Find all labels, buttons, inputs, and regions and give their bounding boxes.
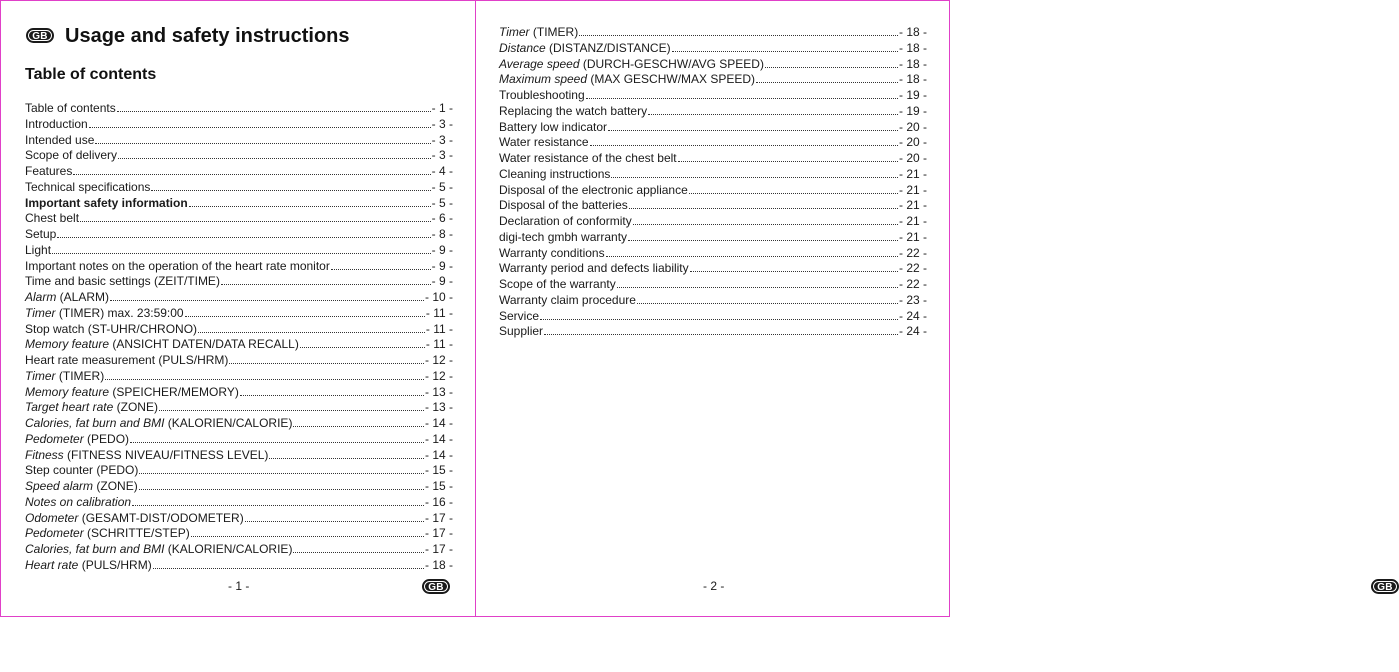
toc-entry-label [499,151,677,167]
toc-entry-page: - 18 - [424,557,453,572]
toc-entry-page: - 18 - [898,72,927,87]
toc-entry-title: Disposal of the batteries [499,198,628,213]
toc-entry-page: - 11 - [425,321,453,336]
toc-entry-label [499,88,585,104]
toc-leader-dots [590,135,898,146]
toc-entry-page: - 19 - [898,103,927,118]
toc-entry[interactable] [25,148,453,164]
toc-entry-label [25,133,94,149]
toc-entry-label [25,369,104,385]
toc-entry-label [499,324,543,340]
toc-entry-page: - 22 - [898,245,927,260]
toc-leader-dots [191,526,424,537]
toc-entry-page: - 6 - [431,211,453,226]
toc-entry-title: Warranty period and defects liability [499,261,689,276]
toc-entry-page: - 9 - [431,258,453,273]
page-number-right: - 2 - [703,579,725,593]
toc-entry[interactable] [499,167,927,183]
toc-entry-page: - 13 - [424,384,453,399]
toc-leader-dots [586,88,898,99]
toc-leader-dots [118,148,431,159]
toc-entry-label [25,511,244,527]
toc-entry-label [25,322,197,338]
toc-entry-label [25,117,88,133]
toc-entry-subtitle: (TIMER) max. 23:59:00 [55,305,184,320]
toc-entry-title: Heart rate measurement (PULS/HRM) [25,353,229,367]
toc-entry-title: Features [25,164,73,178]
toc-leader-dots [139,463,424,474]
toc-entry-label [499,104,647,120]
toc-entry-page: - 11 - [425,337,453,352]
toc-leader-dots [331,259,431,270]
toc-entry[interactable] [25,526,453,542]
toc-leader-dots [293,416,424,427]
toc-entry-label [25,400,158,416]
toc-entry[interactable] [25,259,453,275]
toc-entry-label [25,306,184,322]
toc-entry-label [25,290,109,306]
toc-entry-subtitle: (ZONE) [93,479,138,493]
toc-entry[interactable] [25,290,453,306]
toc-entry-page: - 23 - [898,292,927,307]
toc-leader-dots [105,369,424,380]
toc-entry-title: Timer [499,25,530,39]
toc-entry-page: - 11 - [425,305,453,320]
toc-entry[interactable] [499,72,927,88]
toc-entry-page: - 18 - [898,40,927,55]
toc-entry-title: Fitness [25,447,64,462]
toc-entry[interactable] [25,479,453,495]
toc-leader-dots [293,542,424,553]
toc-entry-page: - 15 - [424,463,453,478]
toc-heading: Table of contents [25,66,157,83]
toc-entry[interactable] [25,211,453,227]
toc-entry-title: Table of contents [25,101,116,115]
toc-leader-dots [80,211,431,222]
toc-leader-dots [240,385,424,396]
toc-entry-title: Pedometer [25,431,84,446]
toc-list-left [25,101,453,574]
toc-entry[interactable] [25,416,453,432]
toc-entry-title: Average speed [499,56,580,71]
toc-entry[interactable] [25,227,453,243]
toc-entry[interactable] [25,133,453,149]
toc-entry-title: Warranty claim procedure [499,292,636,307]
toc-entry-title: Cleaning instructions [499,166,611,181]
toc-leader-dots [300,337,425,348]
toc-entry-title: Memory feature [25,337,110,352]
toc-leader-dots [95,133,430,144]
toc-entry[interactable] [25,164,453,180]
toc-leader-dots [189,196,431,207]
toc-entry-page: - 16 - [424,494,453,509]
toc-entry-page: - 12 - [424,368,453,383]
toc-leader-dots [637,293,898,304]
toc-entry-page: - 3 - [431,132,453,147]
toc-entry-page: - 20 - [898,135,927,150]
gb-badge-label: GB [1373,581,1397,592]
toc-entry-subtitle: (ALARM) [56,290,110,304]
gb-footer-badge-right [1371,579,1399,594]
toc-entry-page: - 20 - [898,119,927,134]
toc-entry-label [499,25,578,41]
toc-entry[interactable] [499,183,927,199]
toc-leader-dots [617,277,898,288]
toc-entry[interactable] [25,558,453,574]
toc-entry-page: - 21 - [898,166,927,181]
toc-entry-title: Distance [499,40,546,55]
toc-leader-dots [608,120,898,131]
toc-entry-subtitle: (SPEICHER/MEMORY) [109,384,239,399]
toc-entry-page: - 13 - [424,400,453,415]
toc-entry-title: Setup [25,227,57,241]
gb-badge-label: GB [28,30,52,41]
toc-entry[interactable] [499,230,927,246]
toc-leader-dots [269,448,424,459]
toc-entry-subtitle: (GESAMT-DIST/ODOMETER) [78,510,244,525]
toc-entry-label [499,167,610,183]
toc-entry-label [25,353,228,369]
toc-leader-dots [629,198,898,209]
toc-entry-title: Chest belt [25,211,80,226]
toc-entry-title: Time and basic settings (ZEIT/TIME) [25,274,220,289]
toc-entry-title: Declaration of conformity [499,214,632,228]
toc-entry-title: Light [25,242,52,257]
toc-entry[interactable] [25,463,453,479]
toc-entry-page: - 22 - [898,277,927,291]
right-page [475,0,1393,617]
toc-entry-label [25,196,188,212]
toc-entry-title: Pedometer [25,526,84,541]
toc-entry[interactable] [25,274,453,290]
toc-entry-title: Odometer [25,510,79,525]
toc-entry-subtitle: (DISTANZ/DISTANCE) [545,40,671,55]
toc-entry-label [499,57,764,73]
toc-entry-label [25,432,129,448]
toc-entry-title: Maximum speed [499,72,588,87]
toc-entry-label [25,542,292,558]
toc-entry[interactable] [499,261,927,277]
toc-leader-dots [73,164,430,175]
toc-entry-title: Troubleshooting [499,88,585,102]
toc-entry[interactable] [25,448,453,464]
toc-leader-dots [690,261,898,272]
toc-entry-label [499,230,627,246]
toc-entry-label [499,261,689,277]
toc-entry-page: - 22 - [898,261,927,276]
toc-entry-page: - 19 - [898,88,927,102]
toc-entry[interactable] [499,277,927,293]
toc-entry-title: Intended use [25,132,95,147]
left-page [0,0,476,617]
toc-leader-dots [633,214,898,225]
toc-entry-label [499,214,632,230]
toc-entry-label [499,198,628,214]
toc-entry-title: Introduction [25,116,88,131]
toc-entry-title: Stop watch (ST-UHR/CHRONO) [25,321,198,336]
toc-leader-dots [130,432,424,443]
toc-entry-subtitle: (KALORIEN/CALORIE) [164,416,293,430]
toc-entry-title: Replacing the watch battery [499,103,648,118]
toc-entry[interactable] [25,353,453,369]
toc-entry-page: - 5 - [431,179,453,194]
toc-entry-page: - 14 - [424,447,453,462]
toc-entry[interactable] [25,306,453,322]
toc-entry-page: - 12 - [424,353,453,367]
toc-entry-title: Speed alarm [25,479,94,493]
toc-entry-subtitle: (TIMER) [529,25,579,39]
gb-language-badge [26,28,54,43]
toc-entry-page: - 3 - [431,148,453,163]
toc-entry-title: Alarm [25,290,57,304]
toc-entry-label [25,495,131,511]
toc-entry-label [25,463,138,479]
toc-leader-dots [159,400,424,411]
toc-entry-label [499,277,616,293]
toc-entry-page: - 8 - [431,227,453,241]
toc-entry[interactable] [25,180,453,196]
toc-entry-title: Battery low indicator [499,119,608,134]
toc-list-right [499,25,927,340]
toc-entry-title: Scope of delivery [25,148,118,163]
toc-entry[interactable] [499,198,927,214]
toc-entry-label [499,72,755,88]
toc-entry[interactable] [499,120,927,136]
toc-entry-label [499,120,607,136]
toc-leader-dots [540,309,898,320]
toc-entry[interactable] [499,104,927,120]
toc-entry-title: Calories, fat burn and BMI [25,416,165,430]
toc-entry[interactable] [499,41,927,57]
toc-leader-dots [89,117,431,128]
toc-entry-subtitle: (TIMER) [55,368,105,383]
toc-entry-title: Warranty conditions [499,245,605,260]
toc-entry-label [499,41,671,57]
toc-leader-dots [185,306,425,317]
toc-leader-dots [606,246,898,257]
toc-entry[interactable] [25,495,453,511]
toc-entry[interactable] [499,88,927,104]
toc-entry-label [25,416,292,432]
toc-entry-label [25,337,299,353]
toc-leader-dots [678,151,898,162]
toc-entry-label [25,558,152,574]
toc-entry-label [499,293,636,309]
toc-entry-label [25,101,116,117]
toc-entry[interactable] [499,57,927,73]
toc-entry[interactable] [25,385,453,401]
toc-leader-dots [110,290,424,301]
toc-entry[interactable] [25,400,453,416]
toc-entry-label [25,479,138,495]
toc-entry-subtitle: (PEDO) [83,431,130,446]
toc-entry-page: - 9 - [431,274,453,289]
toc-entry-label [25,148,117,164]
gb-badge-label: GB [424,581,448,592]
toc-entry[interactable] [499,25,927,41]
toc-entry-label [25,180,150,196]
toc-entry-label [25,211,79,227]
toc-entry-page: - 3 - [431,116,453,131]
toc-entry-title: Service [499,308,540,323]
toc-entry-page: - 14 - [424,416,453,430]
toc-entry-subtitle: (ZONE) [113,400,158,415]
toc-entry-subtitle: (MAX GESCHW/MAX SPEED) [587,72,756,87]
toc-entry[interactable] [25,542,453,558]
toc-leader-dots [221,274,431,285]
toc-entry[interactable] [499,246,927,262]
toc-entry[interactable] [499,309,927,325]
toc-entry-label [499,246,605,262]
toc-leader-dots [245,511,424,522]
toc-entry-page: - 5 - [431,195,453,210]
toc-entry-page: - 21 - [898,229,927,244]
toc-entry[interactable] [25,511,453,527]
toc-entry[interactable] [499,214,927,230]
toc-entry-title: Timer [25,368,56,383]
toc-entry-label [25,526,190,542]
toc-entry-page: - 17 - [424,526,453,541]
toc-entry-subtitle: (FITNESS NIVEAU/FITNESS LEVEL) [63,447,269,462]
toc-entry-title: Important safety information [25,195,188,210]
toc-entry-page: - 10 - [424,290,453,304]
toc-entry-label [25,227,56,243]
toc-entry[interactable] [499,135,927,151]
toc-entry-page: - 18 - [898,56,927,71]
toc-entry[interactable] [499,293,927,309]
toc-entry-label [25,243,51,259]
toc-entry-page: - 21 - [898,198,927,213]
toc-leader-dots [756,72,898,83]
toc-leader-dots [52,243,431,254]
toc-entry-title: Disposal of the electronic appliance [499,182,688,197]
toc-entry-page: - 14 - [424,431,453,446]
toc-entry[interactable] [25,243,453,259]
toc-entry-subtitle: (SCHRITTE/STEP) [83,526,190,541]
toc-leader-dots [648,104,898,115]
gb-footer-badge-left [422,579,450,594]
toc-entry-title: Notes on calibration [25,494,132,509]
toc-leader-dots [151,180,430,191]
toc-entry-title: Memory feature [25,384,110,399]
toc-entry[interactable] [25,101,453,117]
toc-entry-page: - 17 - [424,510,453,525]
toc-entry-page: - 9 - [431,242,453,257]
toc-leader-dots [117,101,431,112]
toc-entry-title: digi-tech gmbh warranty [499,229,628,244]
toc-entry-page: - 21 - [898,182,927,197]
toc-entry[interactable] [25,432,453,448]
toc-leader-dots [628,230,898,241]
toc-entry-label [25,259,330,275]
toc-entry-title: Water resistance [499,135,589,150]
page-number-left: - 1 - [228,579,250,593]
toc-entry[interactable] [499,151,927,167]
toc-entry-label [499,135,589,151]
toc-entry[interactable] [25,117,453,133]
toc-entry-subtitle: (DURCH-GESCHW/AVG SPEED) [579,56,764,71]
toc-entry-page: - 24 - [898,324,927,339]
toc-leader-dots [672,41,898,52]
toc-entry-title: Timer [25,305,56,320]
toc-entry-title: Calories, fat burn and BMI [25,542,165,556]
toc-entry-title: Supplier [499,324,544,339]
toc-entry-label [25,448,268,464]
toc-entry-label [25,385,239,401]
toc-entry-label [499,183,688,199]
toc-entry[interactable] [25,196,453,212]
toc-entry-title: Target heart rate [25,400,114,415]
toc-leader-dots [198,322,425,333]
toc-leader-dots [57,227,430,238]
toc-entry-title: Important notes on the operation of the heart rate monitor [25,258,330,273]
toc-leader-dots [229,353,424,364]
toc-leader-dots [579,25,898,36]
toc-entry-title: Water resistance of the chest belt [499,151,677,165]
toc-leader-dots [765,57,898,68]
page-title: Usage and safety instructions [65,25,350,47]
toc-entry-page: - 24 - [898,308,927,323]
toc-leader-dots [139,479,424,490]
toc-entry[interactable] [499,324,927,340]
toc-entry-page: - 4 - [431,164,453,178]
toc-leader-dots [689,183,898,194]
toc-entry-page: - 20 - [898,151,927,165]
toc-entry-subtitle: (KALORIEN/CALORIE) [164,542,293,556]
toc-entry-page: - 21 - [898,214,927,228]
toc-leader-dots [153,558,424,569]
toc-entry-page: - 17 - [424,542,453,556]
toc-entry[interactable] [25,369,453,385]
toc-entry[interactable] [25,337,453,353]
toc-entry-title: Step counter (PEDO) [25,463,139,478]
toc-leader-dots [611,167,898,178]
toc-entry-title: Scope of the warranty [499,277,616,291]
toc-entry-page: - 18 - [898,25,927,39]
toc-leader-dots [544,324,898,335]
toc-entry-page: - 1 - [431,101,453,115]
toc-entry-label [499,309,539,325]
toc-entry-label [25,274,220,290]
toc-leader-dots [132,495,424,506]
toc-entry-page: - 15 - [424,479,453,493]
toc-entry-subtitle: (ANSICHT DATEN/DATA RECALL) [109,337,299,352]
toc-entry-label [25,164,72,180]
toc-entry-title: Technical specifications [25,179,151,194]
toc-entry-title: Heart rate [25,557,79,572]
toc-entry[interactable] [25,322,453,338]
toc-entry-subtitle: (PULS/HRM) [78,557,152,572]
